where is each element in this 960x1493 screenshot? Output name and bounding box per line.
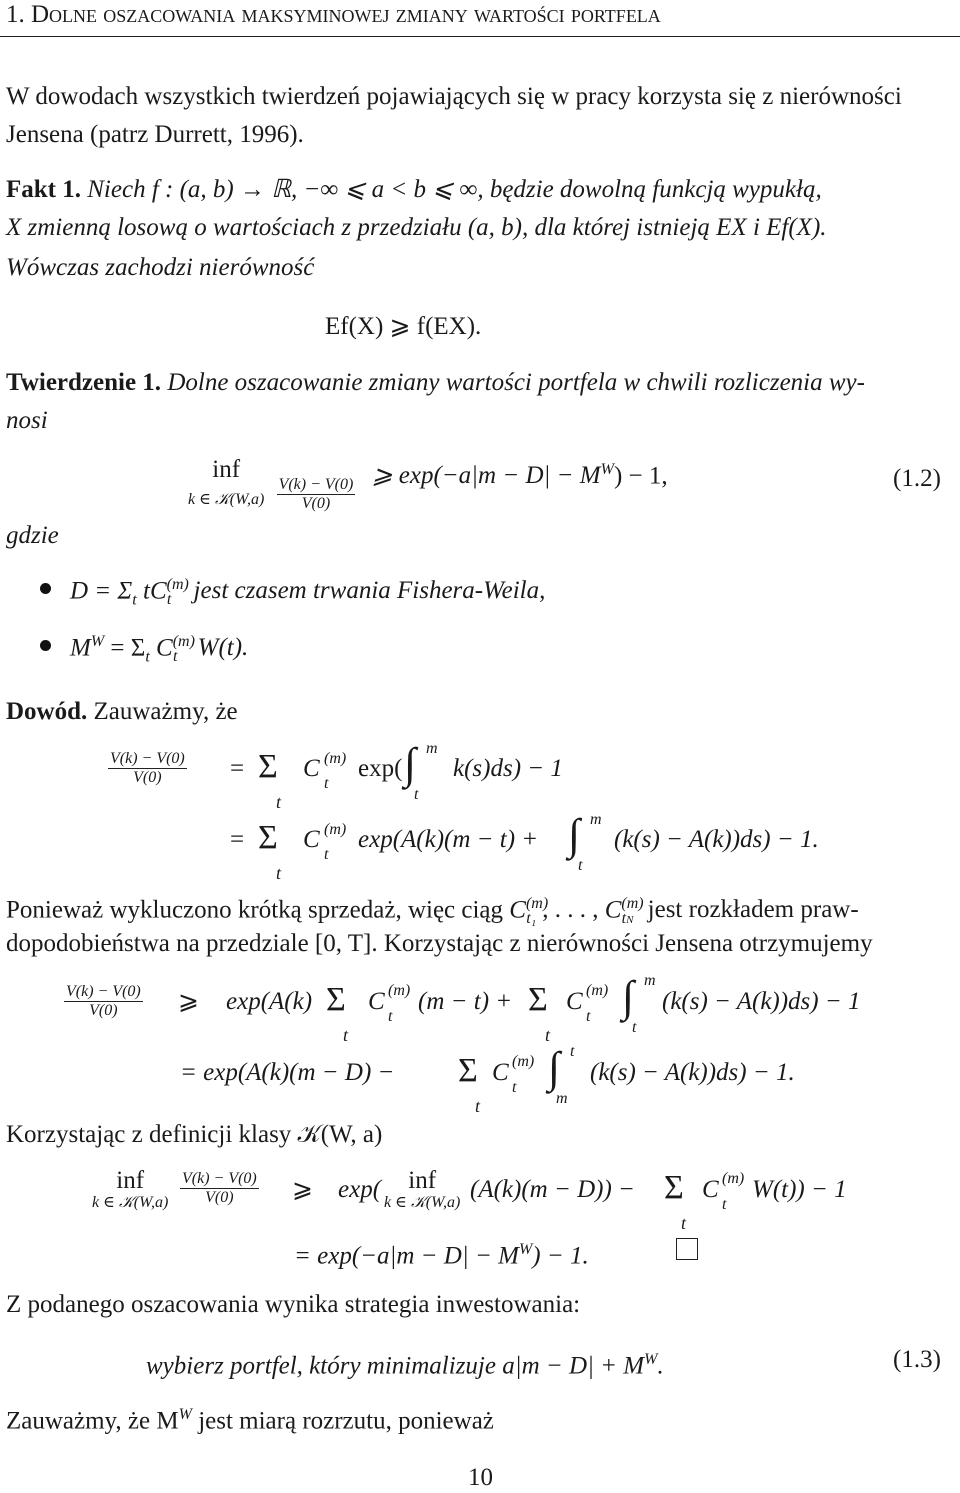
theorem-line-2: nosi — [6, 407, 48, 434]
proof-intro — [6, 697, 238, 727]
jensen-C-1: C — [368, 988, 385, 1015]
jensen-C-1-sup: (m) — [388, 982, 411, 999]
equation-number-1-2: (1.2) — [893, 465, 941, 492]
proof-C-2: C — [303, 826, 320, 853]
jensen-sum-3: Σ — [458, 1052, 478, 1089]
proof-l1-exp: exp( — [358, 755, 403, 782]
class-inf-2: inf k ∈ 𝒦(W,a) — [384, 1167, 461, 1211]
jensen-1c: (k(s) − A(k))ds) − 1 — [662, 988, 861, 1015]
class-C-sup: (m) — [722, 1170, 745, 1187]
proof-l1-tail: k(s)ds) − 1 — [453, 755, 563, 782]
jensen-int-1-lower: t — [632, 1019, 637, 1036]
class-inf-1: inf k ∈ 𝒦(W,a) — [92, 1167, 169, 1211]
ratio-numerator: V(k) − V(0) — [278, 476, 354, 494]
class-geq: ⩾ — [292, 1176, 313, 1203]
proof-int-1-lower: t — [414, 786, 419, 803]
theorem-line-1 — [6, 368, 865, 398]
value-ratio — [277, 476, 356, 513]
eq-rhs: ⩾ exp(−a|m − D| − M — [371, 462, 601, 490]
jensen-2b: (k(s) − A(k))ds) − 1. — [590, 1059, 795, 1086]
intro-line-1: W dowodach wszystkich twierdzeń pojawiających się w pracy korzysta się z nierówności — [6, 83, 902, 110]
class-C-sub: t — [722, 1196, 727, 1213]
proof-eq-1: = — [230, 755, 245, 782]
jensen-int-2-upper: t — [570, 1043, 575, 1060]
strategy-line: Z podanego oszacowania wynika strategia inwestowania: — [6, 1291, 581, 1318]
section-title: Dolne oszacowania maksyminowej zmiany wartości portfela — [31, 1, 661, 28]
proof-int-2: ∫ — [568, 810, 581, 859]
proof-C-2-sup: (m) — [324, 821, 347, 838]
jensen-2a: = exp(A(k)(m − D) − — [180, 1059, 395, 1086]
bullet-1: $D = \Sigma_t$ $tC^{(m)}_t$ jest czasem trwania Fishera-Weila, — [70, 576, 546, 609]
proof-int-1-upper: m — [426, 740, 438, 757]
bullet-2: $M^W = \Sigma_t$ $C^{(m)}_t$ W(t). — [70, 633, 249, 666]
class-1c: W(t)) − 1 — [752, 1176, 847, 1203]
inf-subscript: k ∈ 𝒦(W,a) — [188, 491, 265, 508]
jensen-1b: (m − t) + — [418, 988, 513, 1015]
jensen-1a: exp(A(k) — [226, 988, 313, 1015]
bullet-1-tail: jest czasem trwania Fishera-Weila, — [193, 577, 546, 605]
eq-rhs-end: ) − 1, — [613, 462, 668, 490]
class-line: Korzystając z definicji klasy 𝒦(W, a) — [6, 1121, 383, 1148]
proof-ratio: $\frac{V(k) - V(0)}{V(0)}$ — [110, 750, 185, 786]
jensen-ratio: $\frac{V(k) - V(0)}{V(0)}$ — [66, 983, 141, 1019]
bullet-1-marker — [40, 583, 51, 594]
jensen-C-1-sub: t — [388, 1008, 393, 1025]
class-C: C — [702, 1176, 719, 1203]
class-sum: Σ — [664, 1169, 684, 1206]
jensen-int-1-upper: m — [644, 972, 656, 989]
jensen-C-2-sup: (m) — [586, 982, 609, 999]
jensen-C-2: C — [566, 988, 583, 1015]
section-number: 1. — [6, 1, 25, 28]
proof-sum-2: Σ — [258, 819, 278, 856]
class-sum-index: t — [681, 1213, 687, 1233]
fact-label: Fakt 1. — [6, 176, 81, 203]
proof-int-2-lower: t — [578, 857, 583, 874]
jensen-sum-1: Σ — [326, 981, 346, 1018]
fact-text-1: Niech f : (a, b) → ℝ, −∞ ⩽ a < b ⩽ ∞, będzie dowolną funkcją wypukłą, — [87, 176, 822, 203]
jensen-C-2-sub: t — [586, 1008, 591, 1025]
jensen-sum-1-index: t — [343, 1025, 349, 1045]
para-line-2: dopodobieństwa na przedziale [0, T]. Korzystając z nierówności Jensena otrzymujemy — [6, 930, 873, 957]
page-number: 10 — [468, 1464, 493, 1491]
proof-sum-1: Σ — [258, 748, 278, 785]
theorem-label: Twierdzenie 1. — [6, 369, 162, 396]
proof-C-1-sup: (m) — [324, 750, 347, 767]
jensen-C-3-sup: (m) — [512, 1053, 535, 1070]
bullet-2-marker — [40, 640, 51, 651]
proof-C-1: C — [303, 755, 320, 782]
proof-eq-2: = — [230, 826, 245, 853]
class-1a: exp( — [338, 1176, 382, 1203]
equation-number-1-3: (1.3) — [893, 1346, 941, 1373]
bullet-1-formula: D = Σ — [70, 577, 133, 605]
header-rule — [0, 36, 960, 37]
closing-line: Zauważmy, że $M^W$ jest miarą rozrzutu, ponieważ — [6, 1406, 494, 1435]
proof-l2-exp: exp(A(k)(m − t) + — [358, 826, 539, 853]
para-line-1: Ponieważ wykluczono krótką sprzedaż, więc ciąg $C^{(m)}_{t_1}$ , . . . , $C^{(m)}_{tN}$ jest rozkładem praw- — [6, 895, 859, 928]
strategy-formula: wybierz portfel, który minimalizuje $a|m - D| + M^W$. — [146, 1351, 664, 1380]
proof-l2-tail: (k(s) − A(k))ds) − 1. — [614, 826, 819, 853]
jensen-sum-2-index: t — [545, 1025, 551, 1045]
fact-line-2: X zmienną losową o wartościach z przedziału (a, b), dla której istnieją EX i Ef(X). — [6, 214, 827, 241]
section-header — [6, 0, 661, 30]
class-1b: (A(k)(m − D)) − — [470, 1176, 635, 1203]
intro-line-2: Jensena (patrz Durrett, 1996). — [6, 121, 304, 148]
proof-C-2-sub: t — [324, 846, 329, 863]
inf-label: inf — [212, 456, 241, 483]
fact-line-1 — [6, 175, 822, 205]
jensen-int-2-lower: m — [556, 1090, 568, 1107]
proof-int-2-upper: m — [590, 811, 602, 828]
jensen-geq: ⩾ — [178, 988, 199, 1015]
class-2: = $\exp(-a|m - D| - M^W) - 1$. — [294, 1241, 589, 1270]
proof-C-1-sub: t — [324, 775, 329, 792]
equation-1-2 — [188, 455, 668, 515]
eq-rhs-sup: W — [600, 461, 614, 478]
gdzie-label: gdzie — [6, 522, 59, 549]
jensen-sum-2: Σ — [528, 981, 548, 1018]
qed-square — [676, 1238, 698, 1260]
fact-line-3: Wówczas zachodzi nierówność — [6, 254, 315, 281]
bullet-2-tail: W(t). — [197, 634, 249, 662]
proof-sum-1-index: t — [276, 792, 282, 812]
jensen-C-3-sub: t — [512, 1079, 517, 1096]
bullet-2-formula: M — [70, 634, 91, 662]
jensen-sum-3-index: t — [475, 1096, 481, 1116]
jensen-int-2: ∫ — [548, 1043, 561, 1092]
class-ratio: $\frac{V(k) - V(0)}{V(0)}$ — [182, 1170, 257, 1206]
proof-intro-text: Zauważmy, że — [93, 698, 238, 725]
proof-sum-2-index: t — [276, 863, 282, 883]
fact-formula: Ef(X) ⩾ f(EX). — [325, 313, 482, 340]
jensen-int-1: ∫ — [622, 972, 635, 1021]
jensen-C-3: C — [492, 1059, 509, 1086]
proof-int-1: ∫ — [404, 739, 417, 788]
proof-label: Dowód. — [6, 698, 88, 725]
ratio-denominator: V(0) — [301, 495, 331, 513]
inf-operator — [188, 455, 264, 515]
theorem-text-1: Dolne oszacowanie zmiany wartości portfela w chwili rozliczenia wy- — [167, 369, 865, 396]
